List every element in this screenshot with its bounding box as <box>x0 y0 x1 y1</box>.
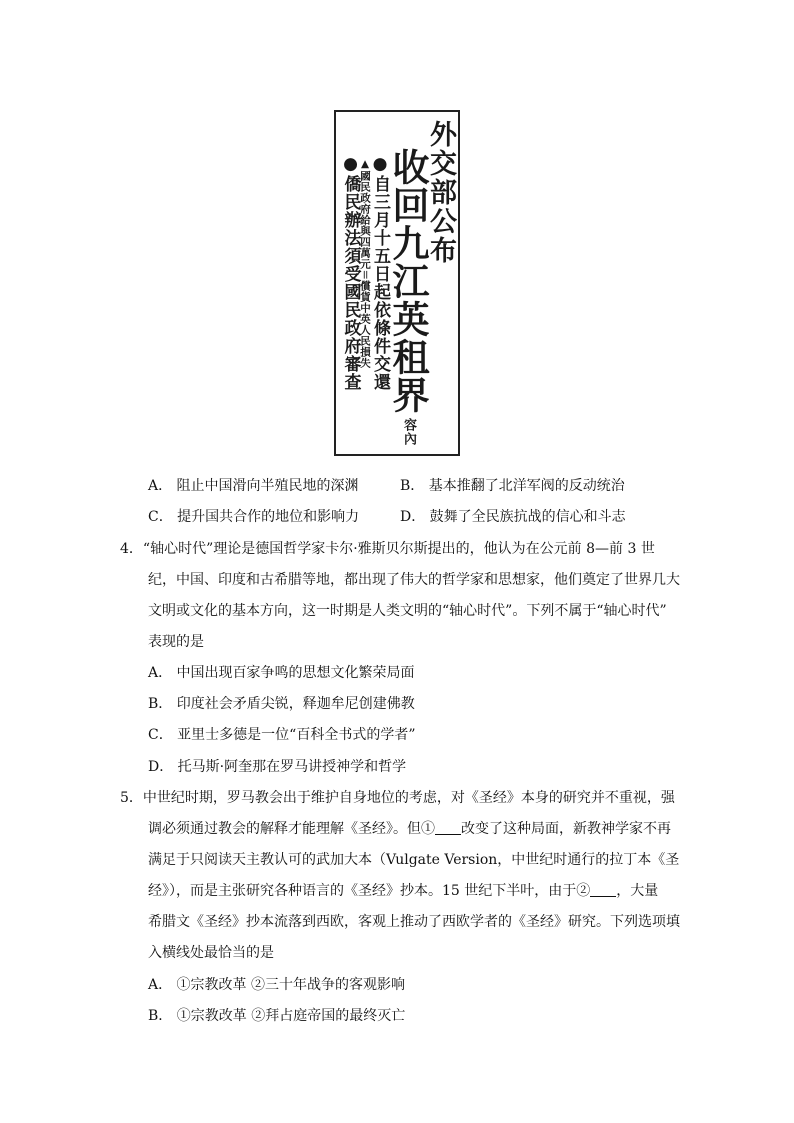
q3-option-c: C． 提升国共合作的地位和影响力 <box>148 509 360 525</box>
q4-option-b: B． 印度社会矛盾尖锐，释迦牟尼创建佛教 <box>148 696 415 712</box>
q4-stem-line-3: 文明或文化的基本方向，这一时期是人类文明的“轴心时代”。下列不属于“轴心时代” <box>148 603 667 619</box>
answer-blank-1 <box>435 820 461 835</box>
q5-stem-line-2-part-b: 改变了这种局面，新教神学家不再 <box>461 821 671 837</box>
clipping-subline-1: ●自三月十五日起依條件交還 <box>370 154 390 391</box>
clipping-headline-2 <box>386 148 430 448</box>
clipping-headline-small: 容內 <box>401 418 416 446</box>
q5-stem-line-2 <box>148 819 671 839</box>
q5-stem-line-4-part-a: 经》），而是主张研究各种语言的《圣经》抄本。15 世纪下半叶，由于② <box>148 883 591 899</box>
clipping-subline-3: ●僑民辦法須受國民政府審查 <box>340 154 361 391</box>
answer-blank-2 <box>590 882 616 897</box>
q5-stem-line-5: 希腊文《圣经》抄本流落到西欧，客观上推动了西欧学者的《圣经》研究。下列选项填 <box>148 914 680 930</box>
q5-stem-line-2-part-a: 调必须通过教会的解释才能理解《圣经》。但① <box>148 821 435 837</box>
q5-stem-line-3: 满足于只阅读天主教认可的武加大本（Vulgate Version，中世纪时通行的拉丁本《圣 <box>148 852 680 868</box>
q5-option-a: A． ①宗教改革 ②三十年战争的客观影响 <box>148 977 406 993</box>
q5-stem-line-4-part-b: ，大量 <box>616 883 659 899</box>
q4-stem-line-1: 4．“轴心时代”理论是德国哲学家卡尔·雅斯贝尔斯提出的，他认为在公元前 8—前 3 世 <box>120 541 655 557</box>
clipping-headline-1: 外交部公布 <box>425 120 456 265</box>
q5-stem-line-1: 5．中世纪时期，罗马教会出于维护自身地位的考虑，对《圣经》本身的研究并不重视，强 <box>120 790 675 806</box>
newspaper-clipping <box>334 110 460 456</box>
q4-option-d: D． 托马斯·阿奎那在罗马讲授神学和哲学 <box>148 759 407 775</box>
q3-option-b: B． 基本推翻了北洋军阀的反动统治 <box>400 478 625 494</box>
clipping-subline-2: ▲國民政府給與四萬元＝償貨中英人民損失 <box>359 158 371 369</box>
q4-stem-line-2: 纪，中国、印度和古希腊等地，都出现了伟大的哲学家和思想家，他们奠定了世界几大 <box>148 572 680 588</box>
clipping-headline-main: 收回九江英租界 <box>386 148 430 414</box>
q4-option-a: A． 中国出现百家争鸣的思想文化繁荣局面 <box>148 665 415 681</box>
q4-option-c: C． 亚里士多德是一位“百科全书式的学者” <box>148 727 416 743</box>
q5-stem-line-4 <box>148 881 658 901</box>
q5-stem-line-6: 入横线处最恰当的是 <box>148 945 274 961</box>
q5-option-b: B． ①宗教改革 ②拜占庭帝国的最终灭亡 <box>148 1008 406 1024</box>
q4-stem-line-4: 表现的是 <box>148 634 204 650</box>
q3-option-a: A． 阻止中国滑向半殖民地的深渊 <box>148 478 359 494</box>
q3-option-d: D． 鼓舞了全民族抗战的信心和斗志 <box>400 509 626 525</box>
